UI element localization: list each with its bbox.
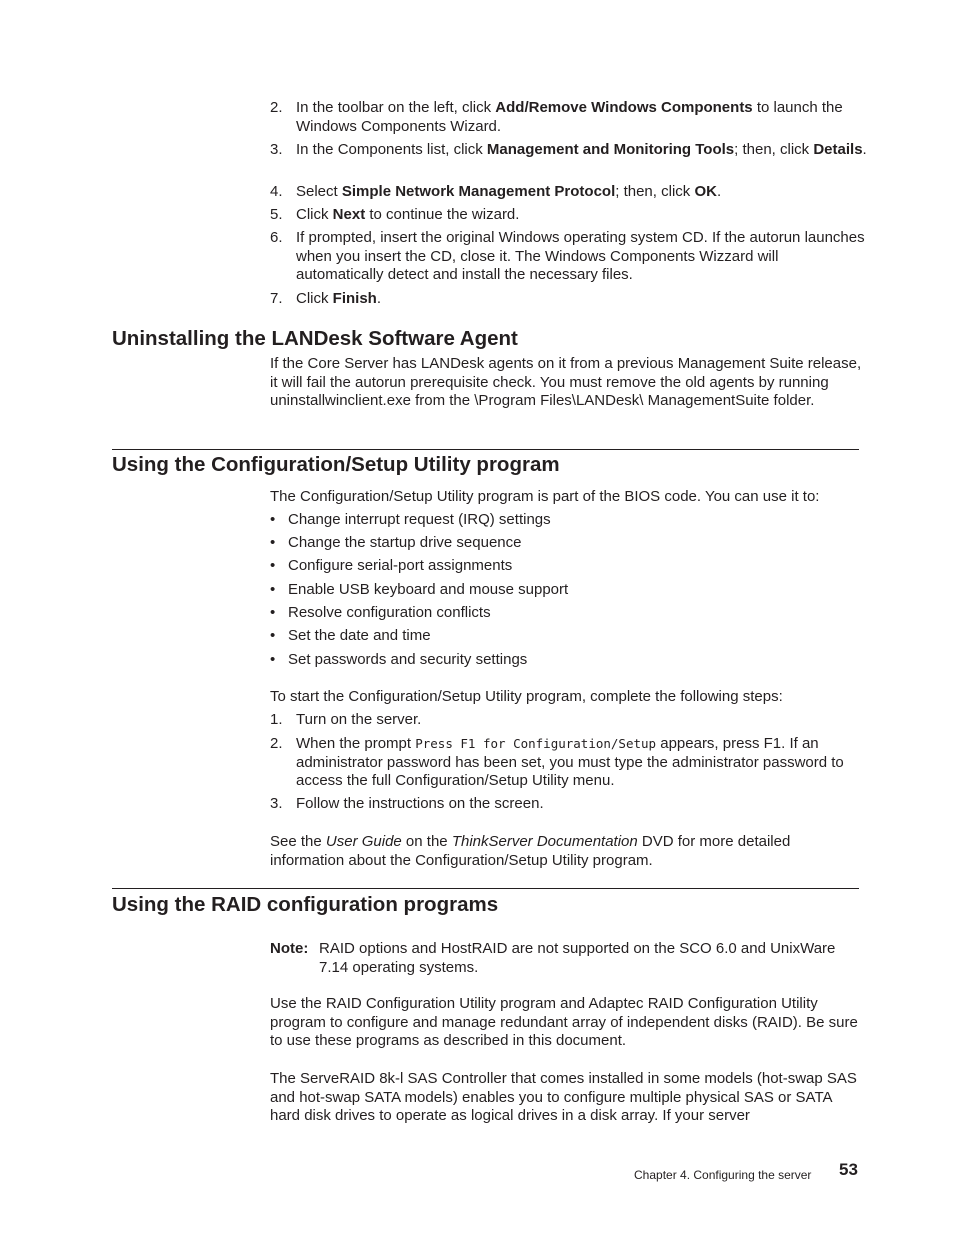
note-text: RAID options and HostRAID are not supported on the SCO 6.0 and UnixWare 7.14 operating systems. [319,940,836,976]
section-heading-landesk: Uninstalling the LANDesk Software Agent [112,327,518,350]
step-number: 4. [270,183,283,200]
step-7: 7. Click Finish. [270,290,382,307]
footer-chapter: Chapter 4. Configuring the server [634,1168,812,1182]
list-item: • Resolve configuration conflicts [270,604,491,621]
note-label: Note: [270,940,309,957]
list-item: • Set the date and time [270,627,431,644]
list-item: • Change the startup drive sequence [270,534,522,551]
list-item: • Enable USB keyboard and mouse support [270,581,569,598]
section-divider [112,888,859,889]
setup-step-2: 2. When the prompt Press F1 for Configuration/Setup appears, press F1. If an administrator password has been set, you must type the administrator password to access the full Configuration/Setup Utility menu. [270,735,844,790]
step-number: 3. [270,141,283,158]
section-heading-raid: Using the RAID configuration programs [112,893,499,916]
section-heading-setup-utility: Using the Configuration/Setup Utility program [112,453,560,476]
step-text: If prompted, insert the original Windows operating system CD. If the autorun launches when you insert the CD, close it. The Windows Components Wizzard will automatically detect and install the necessary files. [296,229,865,284]
step-5: 5. Click Next to continue the wizard. [270,206,520,223]
prompt-code: Press F1 for Configuration/Setup [415,736,657,751]
list-item: • Configure serial-port assignments [270,557,513,574]
section-divider [112,449,859,450]
landesk-paragraph: If the Core Server has LANDesk agents on it from a previous Management Suite release, it will fail the autorun prerequisite check. You must remove the old agents by running uninstallwinclient.exe from the \Program Files\LANDesk\ ManagementSuite folder. [270,355,862,410]
step-3: 3. In the Components list, click Management and Monitoring Tools; then, click Details. [270,141,867,158]
list-item: • Change interrupt request (IRQ) settings [270,511,551,528]
step-6 [270,229,870,285]
step-number: 5. [270,206,283,223]
setup-step-1: 1. Turn on the server. [270,711,422,728]
step-2: 2. In the toolbar on the left, click Add/Remove Windows Components to launch the Windows Components Wizard. [270,99,843,135]
note [270,940,865,977]
step-4: 4. Select Simple Network Management Protocol; then, click OK. [270,183,722,200]
see-user-guide: See the User Guide on the ThinkServer Documentation DVD for more detailed information about the Configuration/Setup Utility program. [270,833,791,869]
step-number: 6. [270,229,283,246]
step-number: 2. [270,99,283,116]
list-item: • Set passwords and security settings [270,651,528,668]
setup-intro: The Configuration/Setup Utility program is part of the BIOS code. You can use it to: [270,488,820,505]
page-number: 53 [839,1160,858,1179]
steps-intro: To start the Configuration/Setup Utility program, complete the following steps: [270,688,783,705]
setup-step-3: 3. Follow the instructions on the screen. [270,795,544,812]
raid-paragraph-1: Use the RAID Configuration Utility program and Adaptec RAID Configuration Utility program to configure and manage redundant array of independent disks (RAID). Be sure to use these programs as described in this document. [270,995,858,1050]
step-number: 7. [270,290,283,307]
raid-paragraph-2: The ServeRAID 8k-l SAS Controller that comes installed in some models (hot-swap SAS and hot-swap SATA models) enables you to configure multiple physical SAS or SATA hard disk drives to operate as logical drives in a disk array. If your server [270,1070,857,1125]
